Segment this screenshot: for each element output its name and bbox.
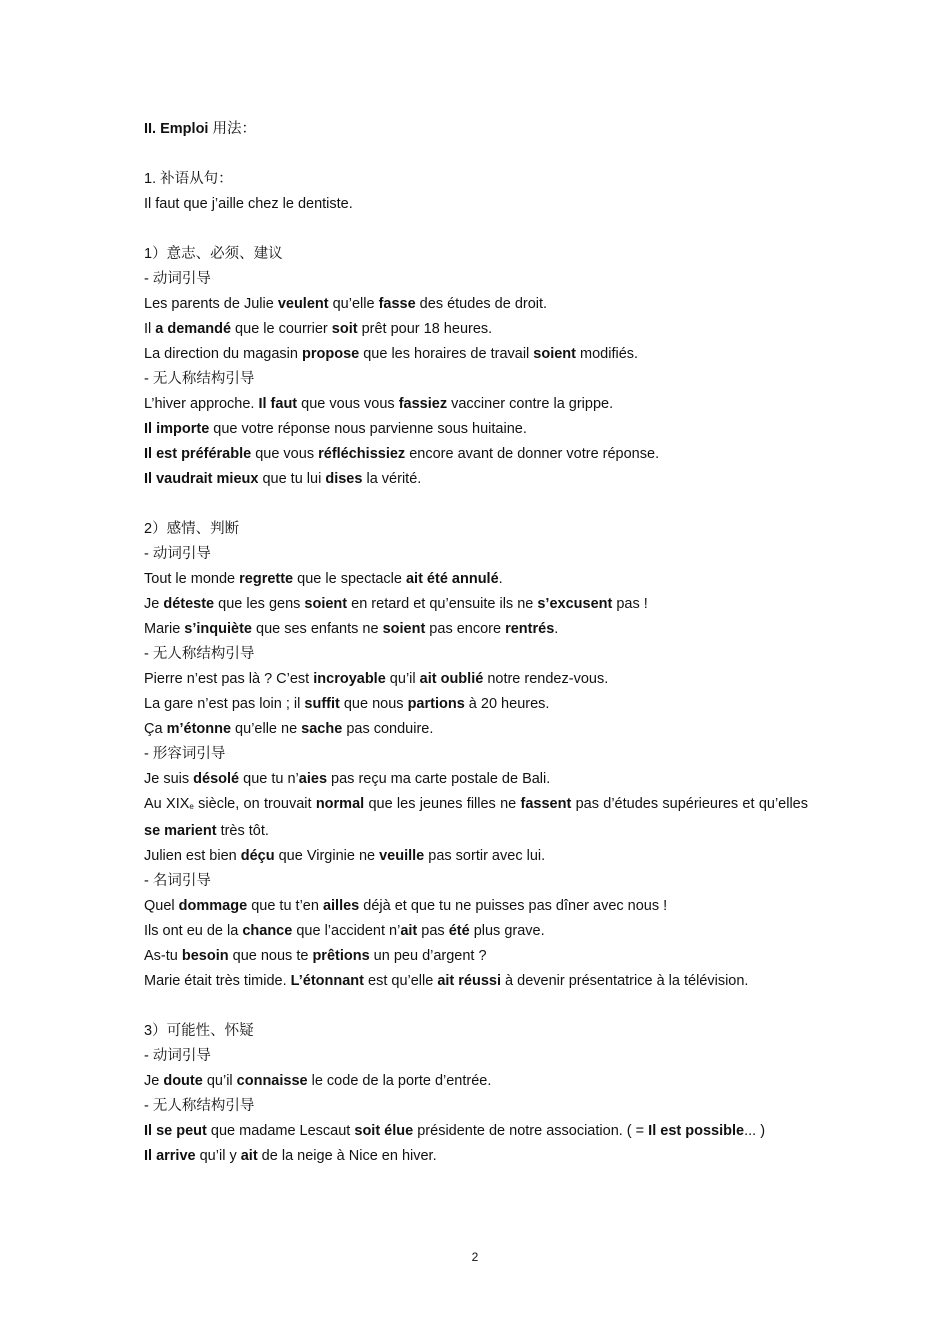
example-sentence: Je doute qu’il connaisse le code de la porte d’entrée. <box>144 1073 492 1089</box>
subsection-label: - 形容词引导 <box>144 746 226 762</box>
example-sentence: Je déteste que les gens soient en retard et qu’ensuite ils ne s’excusent pas ! <box>144 596 648 612</box>
example-sentence: Julien est bien déçu que Virginie ne veuille pas sortir avec lui. <box>144 848 546 864</box>
example-sentence: Les parents de Julie veulent qu’elle fasse des études de droit. <box>144 296 548 312</box>
subsection-label: - 无人称结构引导 <box>144 1098 255 1114</box>
example-sentence: Marie s’inquiète que ses enfants ne soient pas encore rentrés. <box>144 621 559 637</box>
example-sentence: Ça m’étonne qu’elle ne sache pas conduire. <box>144 721 434 737</box>
subsection-label: - 动词引导 <box>144 271 211 287</box>
example-sentence: Pierre n’est pas là ? C’est incroyable qu’il ait oublié notre rendez-vous. <box>144 671 609 687</box>
page-number: 2 <box>471 1250 479 1264</box>
example-sentence: La direction du magasin propose que les horaires de travail soient modifiés. <box>144 346 639 362</box>
subsection-label: - 动词引导 <box>144 1048 211 1064</box>
spacer <box>144 142 808 167</box>
subsection-label: - 无人称结构引导 <box>144 646 255 662</box>
example-sentence: Il a demandé que le courrier soit prêt pour 18 heures. <box>144 321 493 337</box>
example-sentence: As-tu besoin que nous te prêtions un peu d’argent ? <box>144 948 487 964</box>
example-sentence: Quel dommage que tu t’en ailles déjà et que tu ne puisses pas dîner avec nous ! <box>144 898 668 914</box>
example-sentence: Ils ont eu de la chance que l’accident n’ait pas été plus grave. <box>144 923 545 939</box>
example-sentence: L’hiver approche. Il faut que vous vous fassiez vacciner contre la grippe. <box>144 396 614 412</box>
section-title: II. Emploi 用法： <box>144 121 256 137</box>
section-heading: 2）感情、判断 <box>144 521 240 537</box>
subsection-label: - 无人称结构引导 <box>144 371 255 387</box>
section-heading: 1）意志、必须、建议 <box>144 246 283 262</box>
example-sentence: Il importe que votre réponse nous parvienne sous huitaine. <box>144 421 527 437</box>
example-sentence: Tout le monde regrette que le spectacle ait été annulé. <box>144 571 503 587</box>
example-sentence: Il vaudrait mieux que tu lui dises la vérité. <box>144 471 422 487</box>
example-sentence: Il faut que j’aille chez le dentiste. <box>144 196 353 212</box>
spacer <box>144 994 808 1019</box>
example-sentence: Il est préférable que vous réfléchissiez encore avant de donner votre réponse. <box>144 446 660 462</box>
spacer <box>144 492 808 517</box>
subsection-label: - 名词引导 <box>144 873 211 889</box>
example-sentence: La gare n’est pas loin ; il suffit que nous partions à 20 heures. <box>144 696 550 712</box>
subsection-label: - 动词引导 <box>144 546 211 562</box>
example-sentence: Au XIXe siècle, on trouvait normal que les jeunes filles ne fassent pas d’études supérieures et qu’elles se marient très tôt. <box>144 796 808 839</box>
example-sentence: Je suis désolé que tu n’aies pas reçu ma carte postale de Bali. <box>144 771 551 787</box>
example-sentence: Il se peut que madame Lescaut soit élue présidente de notre association. ( = Il est possible... ) <box>144 1123 766 1139</box>
spacer <box>144 217 808 242</box>
example-sentence: Marie était très timide. L’étonnant est qu’elle ait réussi à devenir présentatrice à la télévision. <box>144 973 749 989</box>
content <box>144 142 808 1169</box>
section-heading: 3）可能性、怀疑 <box>144 1023 254 1039</box>
example-sentence: Il arrive qu’il y ait de la neige à Nice en hiver. <box>144 1148 437 1164</box>
section-heading: 1. 补语从句： <box>144 171 233 187</box>
document-body <box>144 117 808 1169</box>
